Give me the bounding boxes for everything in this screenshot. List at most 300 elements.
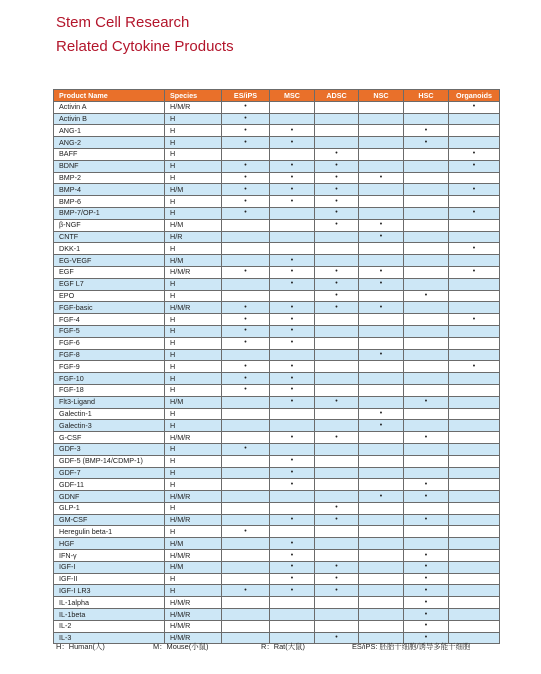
cell-organoids <box>449 384 500 396</box>
cell-adsc: • <box>315 502 359 514</box>
cell-hsc <box>404 349 449 361</box>
cell-nsc <box>359 609 404 621</box>
cell-product-name: FGF-5 <box>54 325 165 337</box>
table-row <box>54 479 500 491</box>
cell-es-ips <box>222 290 270 302</box>
cell-product-name: IGF-II <box>54 573 165 585</box>
cell-es-ips <box>222 479 270 491</box>
table-row <box>54 550 500 562</box>
cell-hsc <box>404 231 449 243</box>
cell-organoids <box>449 349 500 361</box>
cell-nsc <box>359 597 404 609</box>
cell-organoids <box>449 302 500 314</box>
cell-es-ips <box>222 148 270 160</box>
cell-product-name: BMP-7/OP-1 <box>54 207 165 219</box>
table-row <box>54 266 500 278</box>
cell-organoids <box>449 137 500 149</box>
table-row <box>54 172 500 184</box>
cell-es-ips: • <box>222 526 270 538</box>
cell-msc <box>270 101 315 113</box>
cell-es-ips <box>222 278 270 290</box>
cell-adsc: • <box>315 219 359 231</box>
cell-species: H <box>165 349 222 361</box>
cell-nsc: • <box>359 408 404 420</box>
cell-species: H/M <box>165 255 222 267</box>
cell-msc <box>270 231 315 243</box>
cell-es-ips <box>222 455 270 467</box>
cell-species: H/M/R <box>165 550 222 562</box>
table-row <box>54 325 500 337</box>
cell-product-name: Flt3-Ligand <box>54 396 165 408</box>
cell-organoids <box>449 231 500 243</box>
table-row <box>54 620 500 632</box>
cell-species: H <box>165 125 222 137</box>
cell-msc: • <box>270 479 315 491</box>
table-row <box>54 314 500 326</box>
cell-nsc <box>359 384 404 396</box>
cell-species: H <box>165 384 222 396</box>
cell-organoids <box>449 609 500 621</box>
cell-adsc: • <box>315 266 359 278</box>
cell-msc <box>270 408 315 420</box>
cell-hsc: • <box>404 561 449 573</box>
table-row <box>54 243 500 255</box>
cell-hsc: • <box>404 514 449 526</box>
table-row <box>54 573 500 585</box>
cell-species: H <box>165 137 222 149</box>
cell-hsc <box>404 420 449 432</box>
table-row <box>54 491 500 503</box>
cell-species: H/R <box>165 231 222 243</box>
cell-adsc: • <box>315 148 359 160</box>
cell-product-name: DKK-1 <box>54 243 165 255</box>
cell-hsc: • <box>404 573 449 585</box>
cell-hsc: • <box>404 585 449 597</box>
cell-nsc: • <box>359 491 404 503</box>
page-title: Stem Cell Research <box>56 14 190 31</box>
cell-product-name: BMP-2 <box>54 172 165 184</box>
cell-nsc <box>359 550 404 562</box>
cell-organoids <box>449 526 500 538</box>
cell-species: H <box>165 172 222 184</box>
cell-es-ips <box>222 396 270 408</box>
cell-species: H/M/R <box>165 302 222 314</box>
cell-adsc: • <box>315 207 359 219</box>
cell-hsc: • <box>404 125 449 137</box>
cell-organoids <box>449 443 500 455</box>
cell-species: H <box>165 479 222 491</box>
cell-es-ips <box>222 573 270 585</box>
cell-species: H <box>165 467 222 479</box>
cell-nsc: • <box>359 231 404 243</box>
cell-adsc <box>315 255 359 267</box>
cell-species: H <box>165 361 222 373</box>
cell-organoids <box>449 172 500 184</box>
cell-nsc <box>359 160 404 172</box>
cell-hsc: • <box>404 620 449 632</box>
cell-nsc: • <box>359 278 404 290</box>
cell-nsc <box>359 361 404 373</box>
cell-organoids: • <box>449 361 500 373</box>
cell-organoids <box>449 125 500 137</box>
cell-msc <box>270 609 315 621</box>
cell-organoids <box>449 620 500 632</box>
cell-hsc <box>404 373 449 385</box>
cell-hsc <box>404 455 449 467</box>
table-row <box>54 160 500 172</box>
table-row <box>54 408 500 420</box>
cell-organoids <box>449 255 500 267</box>
cell-hsc: • <box>404 597 449 609</box>
cell-adsc <box>315 609 359 621</box>
cell-msc: • <box>270 314 315 326</box>
cell-hsc <box>404 207 449 219</box>
cell-msc: • <box>270 467 315 479</box>
cell-product-name: β-NGF <box>54 219 165 231</box>
cell-nsc <box>359 467 404 479</box>
cell-nsc <box>359 290 404 302</box>
cell-organoids <box>449 420 500 432</box>
cell-msc: • <box>270 196 315 208</box>
cell-adsc <box>315 408 359 420</box>
cell-hsc: • <box>404 137 449 149</box>
cell-es-ips: • <box>222 125 270 137</box>
cell-msc <box>270 620 315 632</box>
cell-organoids <box>449 396 500 408</box>
table-body <box>54 101 500 644</box>
cell-product-name: EG-VEGF <box>54 255 165 267</box>
cell-hsc <box>404 266 449 278</box>
cell-es-ips: • <box>222 266 270 278</box>
cell-product-name: FGF-18 <box>54 384 165 396</box>
table-row <box>54 101 500 113</box>
cell-nsc <box>359 101 404 113</box>
cell-es-ips <box>222 219 270 231</box>
table-row <box>54 278 500 290</box>
cell-es-ips: • <box>222 373 270 385</box>
cell-adsc <box>315 620 359 632</box>
table-row <box>54 113 500 125</box>
cell-adsc <box>315 349 359 361</box>
cell-es-ips <box>222 561 270 573</box>
cell-species: H/M/R <box>165 609 222 621</box>
cell-product-name: IL-1alpha <box>54 597 165 609</box>
cell-adsc <box>315 125 359 137</box>
table-row <box>54 349 500 361</box>
cell-product-name: FGF-8 <box>54 349 165 361</box>
cell-adsc <box>315 420 359 432</box>
cell-msc: • <box>270 172 315 184</box>
cell-msc: • <box>270 432 315 444</box>
cell-product-name: GDF-7 <box>54 467 165 479</box>
cell-product-name: FGF-4 <box>54 314 165 326</box>
cell-nsc <box>359 243 404 255</box>
cell-species: H <box>165 278 222 290</box>
cell-organoids <box>449 278 500 290</box>
cell-es-ips <box>222 550 270 562</box>
table-row <box>54 467 500 479</box>
cell-hsc <box>404 443 449 455</box>
cell-product-name: EGF <box>54 266 165 278</box>
table-row <box>54 373 500 385</box>
cell-nsc <box>359 325 404 337</box>
cell-species: H <box>165 502 222 514</box>
cell-nsc <box>359 314 404 326</box>
cell-msc <box>270 207 315 219</box>
cell-es-ips: • <box>222 101 270 113</box>
cell-organoids <box>449 219 500 231</box>
cell-msc: • <box>270 573 315 585</box>
cell-hsc: • <box>404 479 449 491</box>
cell-hsc: • <box>404 432 449 444</box>
cell-adsc <box>315 455 359 467</box>
cell-adsc: • <box>315 172 359 184</box>
cell-organoids: • <box>449 160 500 172</box>
cell-species: H/M <box>165 219 222 231</box>
cell-msc: • <box>270 514 315 526</box>
cell-species: H <box>165 196 222 208</box>
cell-adsc <box>315 526 359 538</box>
cell-es-ips: • <box>222 314 270 326</box>
cell-species: H/M/R <box>165 491 222 503</box>
cell-msc: • <box>270 184 315 196</box>
cell-product-name: HGF <box>54 538 165 550</box>
cell-es-ips: • <box>222 137 270 149</box>
cell-nsc <box>359 337 404 349</box>
table-row <box>54 302 500 314</box>
table-row <box>54 196 500 208</box>
legend-rat: R：Rat(大鼠) <box>261 642 305 651</box>
cell-hsc <box>404 113 449 125</box>
table-row <box>54 597 500 609</box>
cell-organoids <box>449 455 500 467</box>
cell-species: H/M/R <box>165 432 222 444</box>
cell-es-ips: • <box>222 325 270 337</box>
cell-nsc <box>359 443 404 455</box>
cell-organoids <box>449 573 500 585</box>
header-organoids: Organoids <box>449 90 500 102</box>
cell-species: H/M/R <box>165 101 222 113</box>
cell-msc <box>270 443 315 455</box>
cell-msc: • <box>270 561 315 573</box>
cell-product-name: FGF-9 <box>54 361 165 373</box>
cell-product-name: BMP-4 <box>54 184 165 196</box>
cell-product-name: Galectin-1 <box>54 408 165 420</box>
cell-nsc <box>359 561 404 573</box>
cell-hsc <box>404 526 449 538</box>
cell-msc <box>270 502 315 514</box>
legend-mouse: M：Mouse(小鼠) <box>153 642 209 651</box>
cell-nsc <box>359 148 404 160</box>
cell-organoids <box>449 467 500 479</box>
cell-es-ips <box>222 538 270 550</box>
cell-msc: • <box>270 325 315 337</box>
table-row <box>54 585 500 597</box>
cell-product-name: Activin B <box>54 113 165 125</box>
table-row <box>54 384 500 396</box>
cell-product-name: ANG-2 <box>54 137 165 149</box>
table-row <box>54 455 500 467</box>
cell-adsc <box>315 101 359 113</box>
cell-adsc <box>315 137 359 149</box>
cell-species: H/M <box>165 396 222 408</box>
cell-organoids: • <box>449 243 500 255</box>
cell-species: H <box>165 443 222 455</box>
cell-es-ips <box>222 502 270 514</box>
cell-msc: • <box>270 125 315 137</box>
cell-msc <box>270 526 315 538</box>
cell-organoids <box>449 597 500 609</box>
cell-product-name: GLP-1 <box>54 502 165 514</box>
cell-species: H <box>165 207 222 219</box>
cell-organoids <box>449 479 500 491</box>
cell-species: H <box>165 526 222 538</box>
cell-product-name: BMP-6 <box>54 196 165 208</box>
cell-es-ips <box>222 255 270 267</box>
cell-msc: • <box>270 396 315 408</box>
cell-organoids <box>449 113 500 125</box>
cell-product-name: FGF-10 <box>54 373 165 385</box>
cell-msc <box>270 420 315 432</box>
cell-msc: • <box>270 278 315 290</box>
cell-adsc: • <box>315 302 359 314</box>
cell-adsc <box>315 491 359 503</box>
table-row <box>54 184 500 196</box>
cell-msc <box>270 349 315 361</box>
cell-es-ips <box>222 349 270 361</box>
cell-msc <box>270 491 315 503</box>
cell-nsc <box>359 620 404 632</box>
table-row <box>54 231 500 243</box>
cell-adsc <box>315 325 359 337</box>
cell-es-ips: • <box>222 302 270 314</box>
page-subtitle: Related Cytokine Products <box>56 38 234 55</box>
cell-adsc <box>315 384 359 396</box>
cell-species: H <box>165 373 222 385</box>
cell-nsc <box>359 514 404 526</box>
cell-hsc <box>404 101 449 113</box>
cell-es-ips: • <box>222 585 270 597</box>
cell-hsc <box>404 243 449 255</box>
cell-adsc: • <box>315 160 359 172</box>
cytokine-products-table <box>53 89 500 644</box>
cell-hsc <box>404 255 449 267</box>
cell-nsc <box>359 137 404 149</box>
cell-hsc <box>404 172 449 184</box>
cell-msc <box>270 290 315 302</box>
cell-es-ips <box>222 432 270 444</box>
cell-hsc: • <box>404 396 449 408</box>
cell-organoids <box>449 502 500 514</box>
cell-organoids <box>449 538 500 550</box>
cell-species: H <box>165 160 222 172</box>
cell-product-name: FGF-6 <box>54 337 165 349</box>
table-row <box>54 137 500 149</box>
cell-msc: • <box>270 455 315 467</box>
cell-species: H/M/R <box>165 514 222 526</box>
cell-msc: • <box>270 137 315 149</box>
cell-msc <box>270 113 315 125</box>
cell-es-ips <box>222 231 270 243</box>
header-species: Species <box>165 90 222 102</box>
cell-species: H/M/R <box>165 266 222 278</box>
cell-msc: • <box>270 585 315 597</box>
cell-organoids <box>449 373 500 385</box>
cell-nsc <box>359 432 404 444</box>
cell-hsc <box>404 361 449 373</box>
header-product-name: Product Name <box>54 90 165 102</box>
table-row <box>54 432 500 444</box>
cell-organoids <box>449 337 500 349</box>
table-row <box>54 125 500 137</box>
cell-nsc <box>359 373 404 385</box>
cell-nsc <box>359 196 404 208</box>
cell-species: H/M/R <box>165 597 222 609</box>
cell-nsc <box>359 255 404 267</box>
cell-adsc <box>315 538 359 550</box>
table-row <box>54 290 500 302</box>
cell-product-name: IFN-γ <box>54 550 165 562</box>
cell-adsc <box>315 550 359 562</box>
cell-organoids <box>449 585 500 597</box>
table-row <box>54 255 500 267</box>
cell-species: H <box>165 290 222 302</box>
cell-es-ips <box>222 408 270 420</box>
cell-product-name: CNTF <box>54 231 165 243</box>
cell-species: H <box>165 408 222 420</box>
cell-adsc: • <box>315 432 359 444</box>
cell-nsc <box>359 455 404 467</box>
cell-es-ips: • <box>222 113 270 125</box>
cell-organoids <box>449 290 500 302</box>
cell-organoids: • <box>449 148 500 160</box>
cell-adsc: • <box>315 196 359 208</box>
cell-species: H <box>165 325 222 337</box>
cell-organoids <box>449 561 500 573</box>
cell-es-ips: • <box>222 443 270 455</box>
legend <box>56 641 496 653</box>
cell-msc: • <box>270 384 315 396</box>
cell-msc: • <box>270 361 315 373</box>
cell-hsc <box>404 184 449 196</box>
cell-product-name: IL-2 <box>54 620 165 632</box>
cell-es-ips <box>222 491 270 503</box>
cell-product-name: BDNF <box>54 160 165 172</box>
cell-es-ips <box>222 420 270 432</box>
cell-hsc <box>404 302 449 314</box>
cell-adsc: • <box>315 278 359 290</box>
cell-product-name: GDF-3 <box>54 443 165 455</box>
cell-product-name: FGF-basic <box>54 302 165 314</box>
cell-adsc: • <box>315 561 359 573</box>
cell-adsc <box>315 467 359 479</box>
cell-msc <box>270 597 315 609</box>
cell-hsc: • <box>404 491 449 503</box>
cell-adsc <box>315 243 359 255</box>
cell-adsc: • <box>315 290 359 302</box>
cell-species: H/M <box>165 561 222 573</box>
cell-es-ips: • <box>222 384 270 396</box>
table-row <box>54 396 500 408</box>
cell-adsc <box>315 337 359 349</box>
cell-nsc: • <box>359 349 404 361</box>
cell-product-name: G-CSF <box>54 432 165 444</box>
table-row <box>54 361 500 373</box>
cell-es-ips <box>222 609 270 621</box>
legend-human: H：Human(人) <box>56 642 105 651</box>
cell-es-ips: • <box>222 337 270 349</box>
cell-es-ips <box>222 620 270 632</box>
